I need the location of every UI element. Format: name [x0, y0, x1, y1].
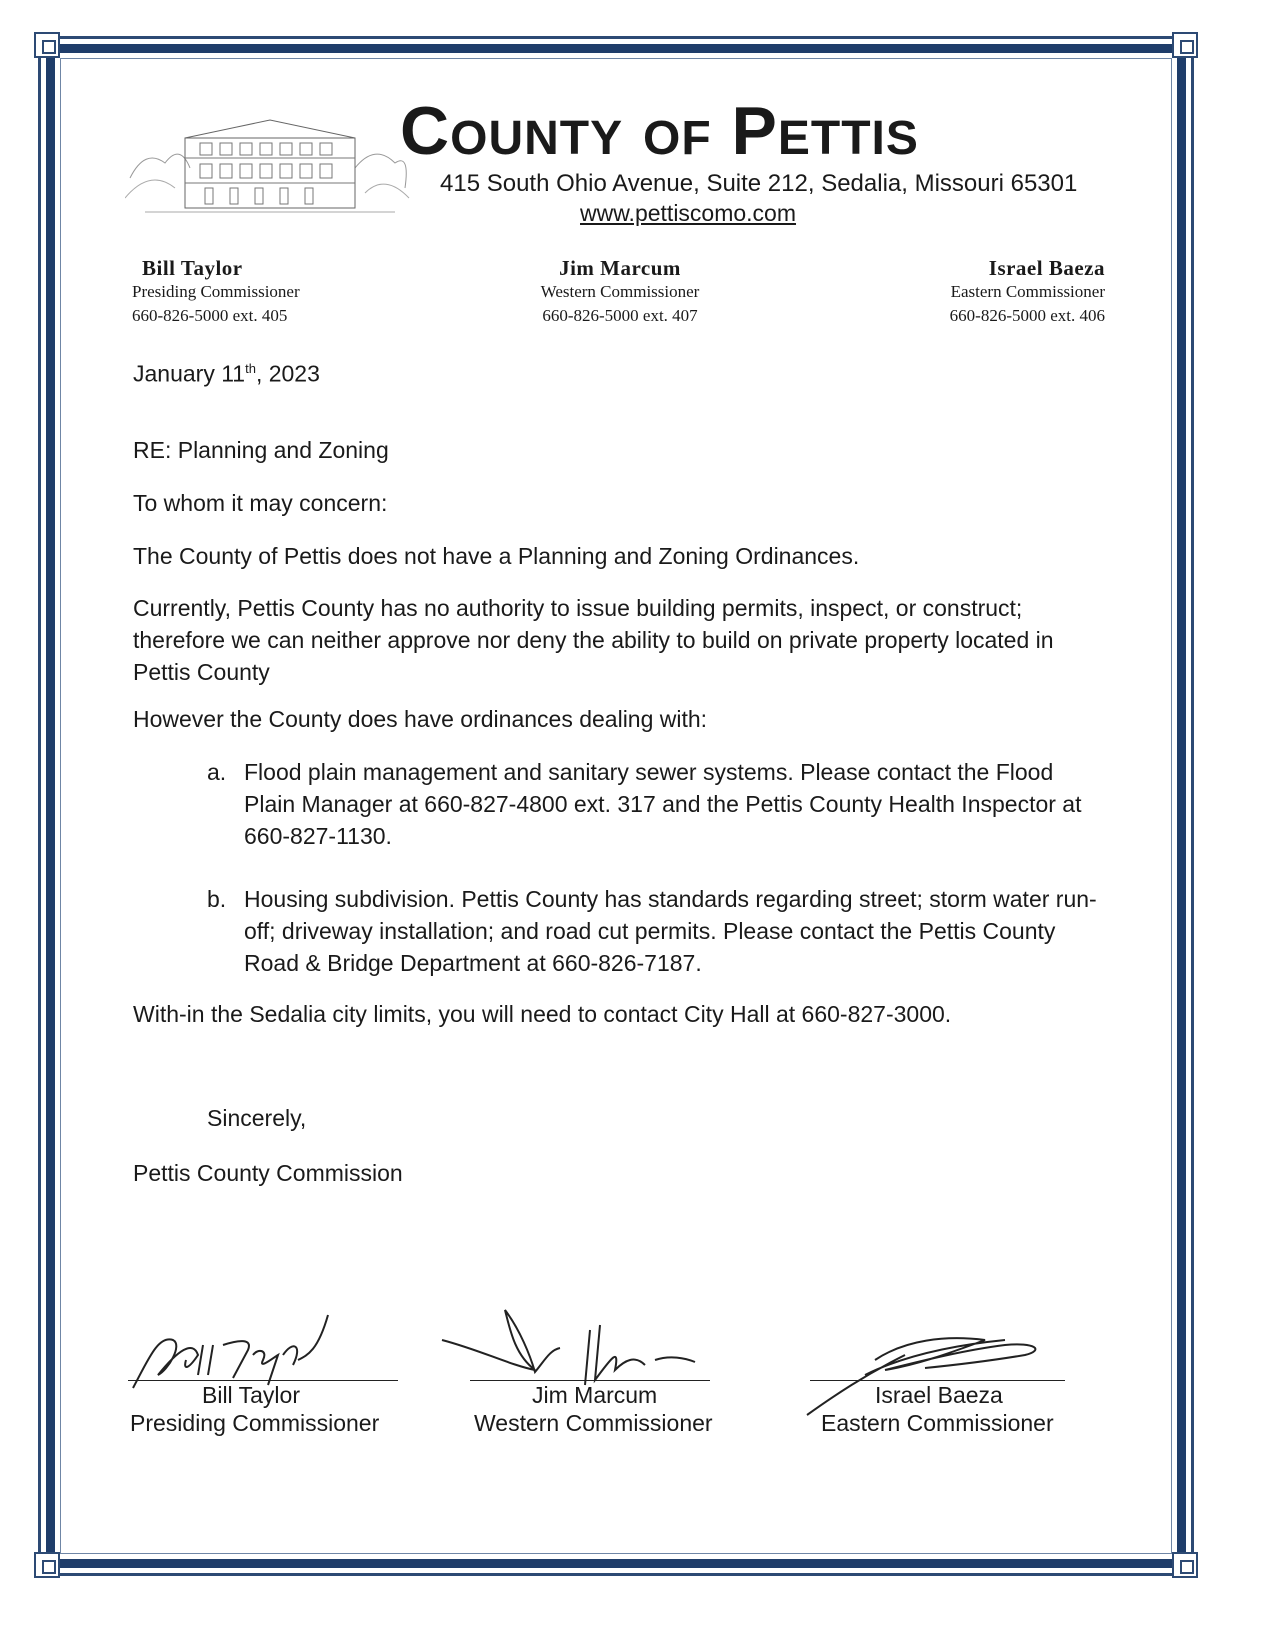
- letter-signoff: Pettis County Commission: [133, 1160, 403, 1186]
- signatory-name: Bill Taylor: [202, 1382, 300, 1408]
- date-ordinal: th: [245, 361, 256, 376]
- corner-ornament-top-right: [1172, 32, 1198, 58]
- letter-subject: RE: Planning and Zoning: [133, 437, 389, 463]
- courthouse-sketch-image: [125, 108, 410, 226]
- paragraph-4: With-in the Sedalia city limits, you will need to contact City Hall at 660-827-3000.: [133, 1001, 952, 1027]
- commissioner-name: Israel Baeza: [988, 256, 1105, 280]
- signatory-title: Eastern Commissioner: [821, 1410, 1054, 1436]
- signature-block-jim-marcum: [440, 1300, 740, 1450]
- paragraph-1: The County of Pettis does not have a Planning and Zoning Ordinances.: [133, 543, 860, 569]
- signature-line: [810, 1380, 1065, 1381]
- commissioner-phone: 660-826-5000 ext. 407: [542, 306, 698, 325]
- list-marker: b.: [207, 886, 227, 912]
- commissioner-israel-baeza: [950, 256, 1105, 328]
- commissioner-jim-marcum: [520, 256, 720, 328]
- commissioner-bill-taylor: [132, 256, 300, 328]
- signature-block-israel-baeza: [805, 1300, 1075, 1450]
- date-month-day: January 11: [133, 360, 246, 387]
- paragraph-2: Currently, Pettis County has no authority to issue building permits, inspect, or construct; therefore we can neither approve nor deny the ability to build on private property located in Pettis County: [133, 595, 1054, 685]
- commissioner-phone: 660-826-5000 ext. 405: [132, 306, 288, 325]
- signature-block-bill-taylor: [128, 1300, 408, 1450]
- county-address: 415 South Ohio Avenue, Suite 212, Sedalia, Missouri 65301: [440, 170, 1078, 197]
- signature-line: [470, 1380, 710, 1381]
- signature-line: [128, 1380, 398, 1381]
- list-text: Housing subdivision. Pettis County has standards regarding street; storm water run-off; driveway installation; and road cut permits. Please contact the Pettis County Road & Bridge Department at 660-826-7187.: [244, 886, 1097, 976]
- commissioner-title: Eastern Commissioner: [950, 282, 1105, 301]
- date-year: , 2023: [255, 360, 320, 387]
- signatory-name: Israel Baeza: [875, 1382, 1003, 1408]
- commissioner-name: Jim Marcum: [559, 256, 681, 280]
- commissioner-name: Bill Taylor: [142, 256, 243, 280]
- commissioner-title: Presiding Commissioner: [132, 282, 300, 301]
- county-title: County of Pettis: [400, 93, 919, 169]
- letter-date: [133, 353, 320, 390]
- paragraph-3: However the County does have ordinances dealing with:: [133, 706, 708, 732]
- corner-ornament-top-left: [34, 32, 60, 58]
- list-marker: a.: [207, 759, 227, 785]
- corner-ornament-bottom-left: [34, 1552, 60, 1578]
- letter-greeting: To whom it may concern:: [133, 490, 388, 516]
- signatory-name: Jim Marcum: [532, 1382, 658, 1408]
- signatory-title: Western Commissioner: [474, 1410, 713, 1436]
- signatory-title: Presiding Commissioner: [130, 1410, 380, 1436]
- county-website-link[interactable]: www.pettiscomo.com: [580, 200, 797, 226]
- commissioner-phone: 660-826-5000 ext. 406: [949, 306, 1105, 325]
- letter-closing: Sincerely,: [207, 1105, 307, 1131]
- corner-ornament-bottom-right: [1172, 1552, 1198, 1578]
- commissioner-title: Western Commissioner: [540, 282, 700, 301]
- list-text: Flood plain management and sanitary sewer systems. Please contact the Flood Plain Manager at 660-827-4800 ext. 317 and the Pettis County Health Inspector at 660-827-1130.: [244, 759, 1082, 849]
